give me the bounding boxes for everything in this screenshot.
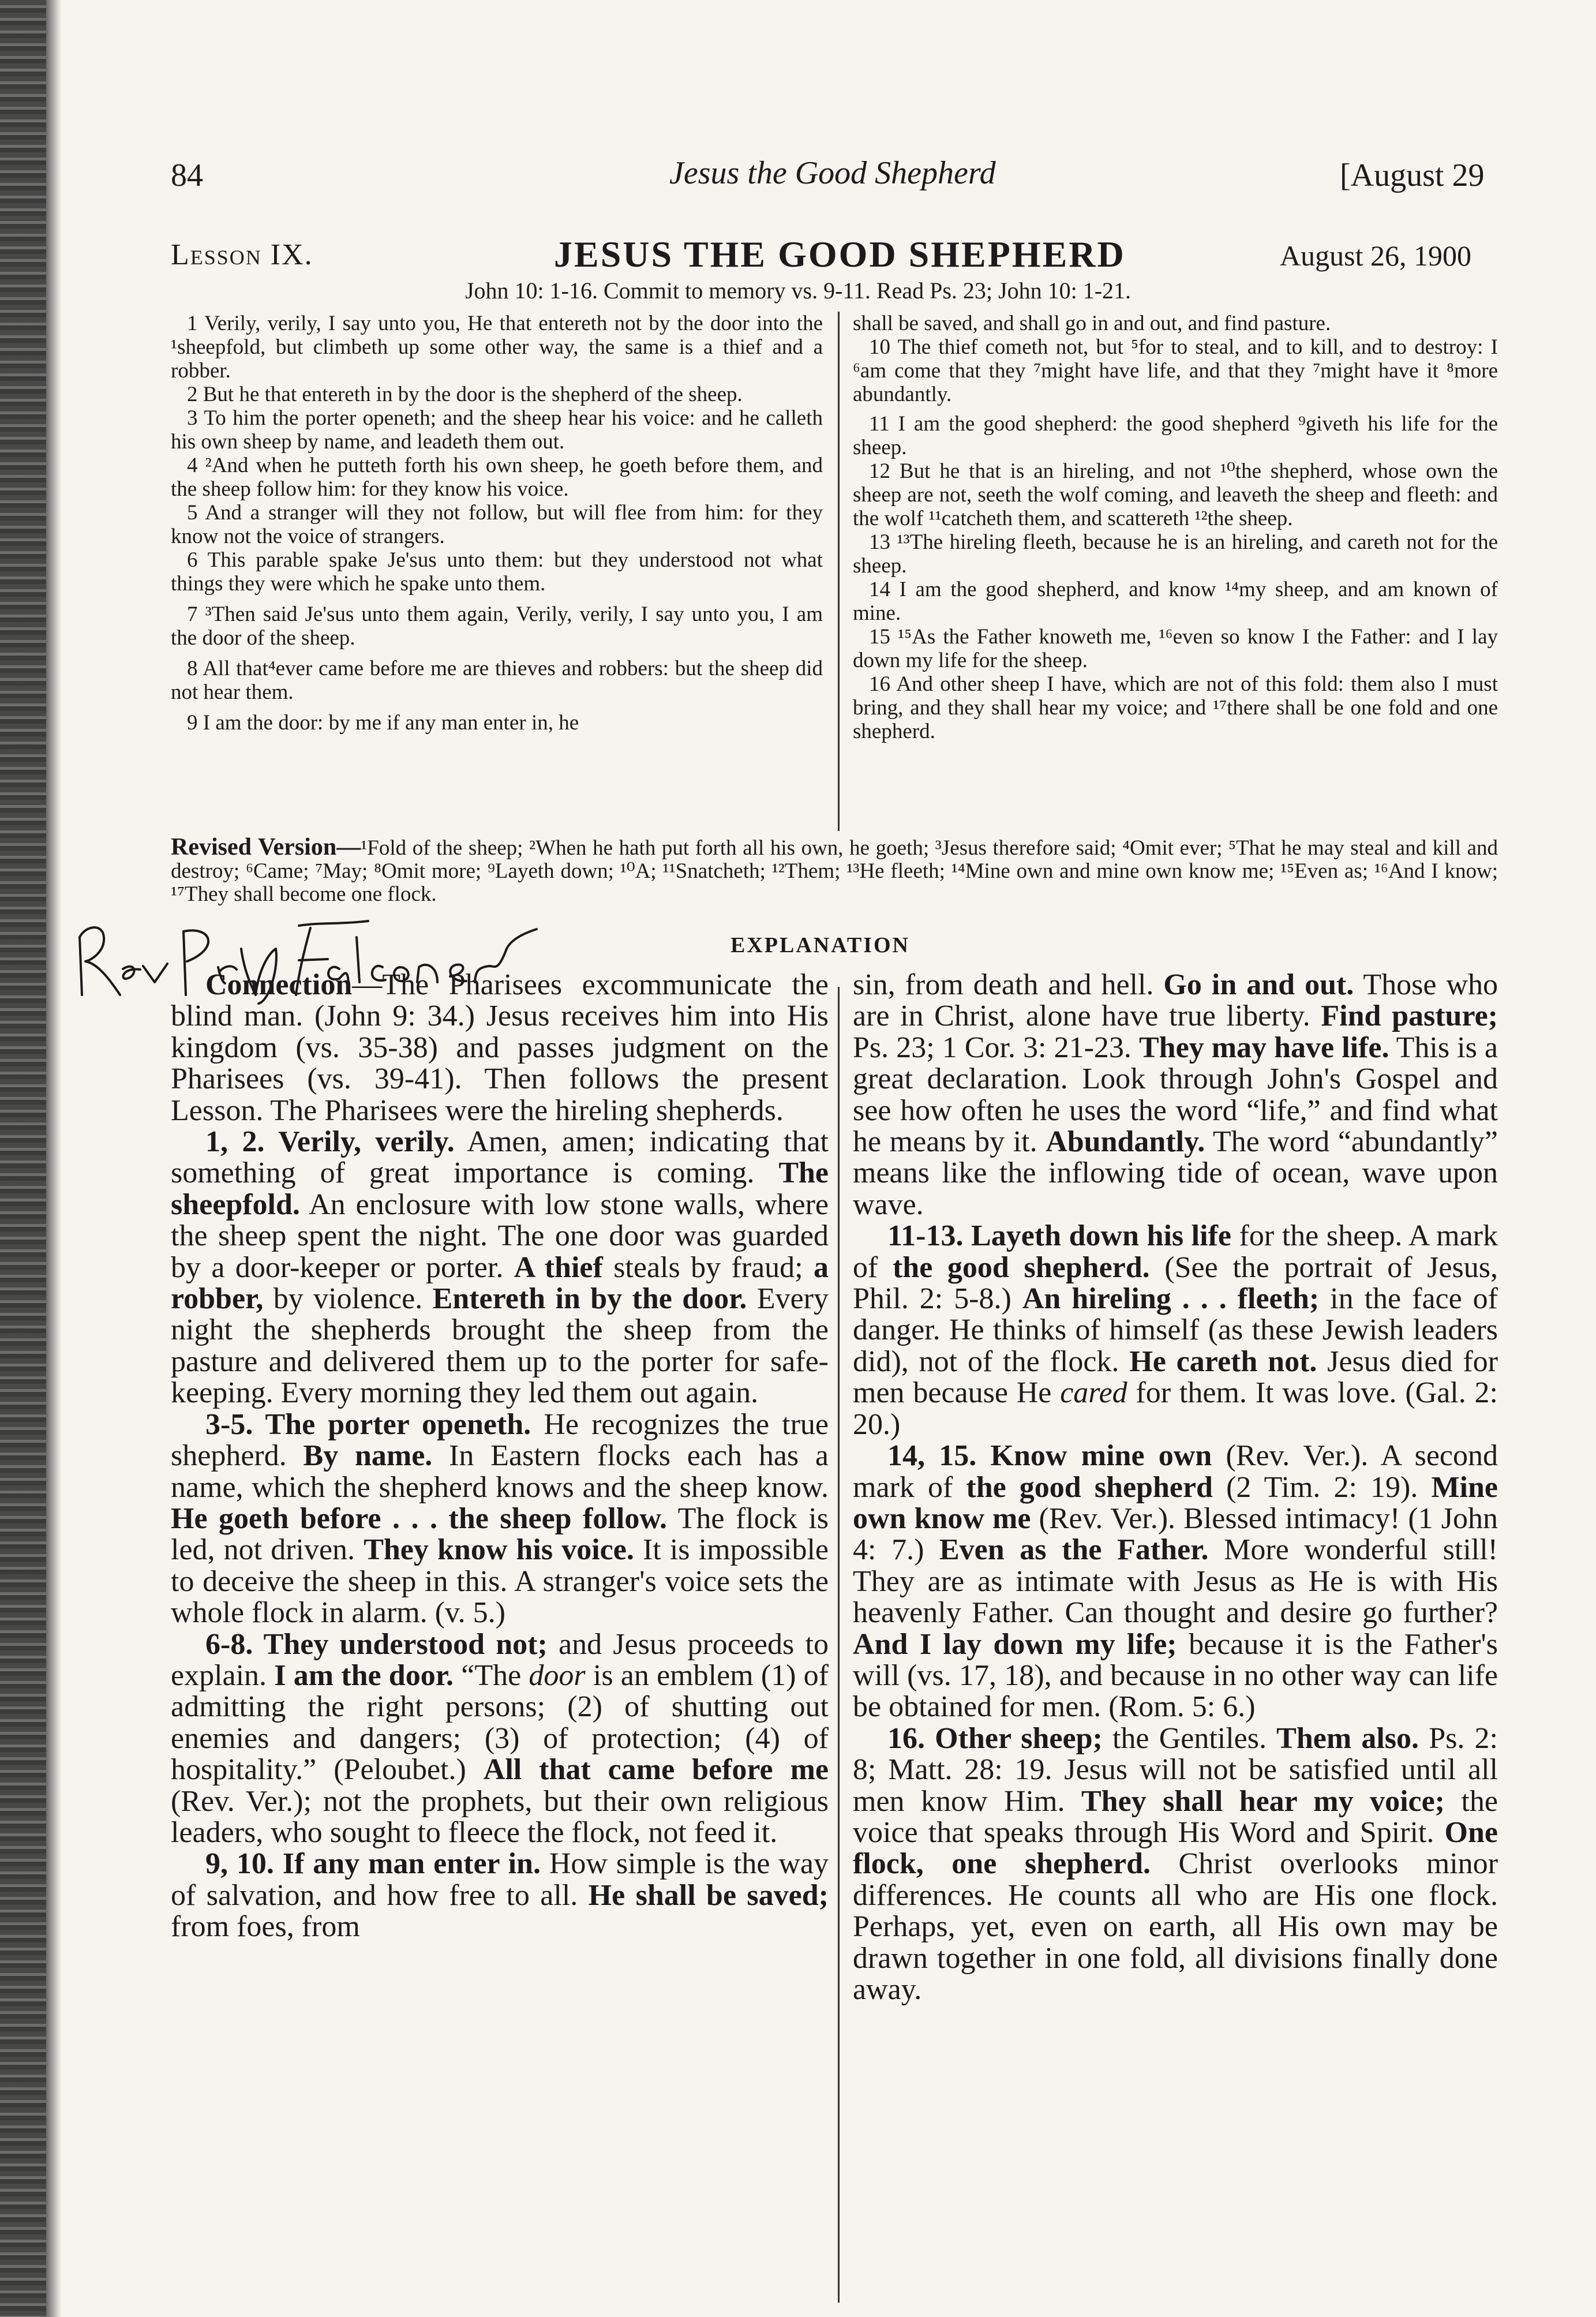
explanation-text: Amen, amen; indicating that something of great importance is coming. xyxy=(171,1125,829,1190)
explanation-text: (Rev. Ver.); not the prophets, but their own religious leaders, who sought to fleece the flock, not feed it. xyxy=(171,1784,829,1849)
explanation-paragraph xyxy=(171,970,829,1126)
explanation-text: Every night the shepherds brought the sheep from the pasture and delivered them up to the porter for safe-keeping. Every morning they led them out again. xyxy=(171,1282,829,1410)
bold-term: 3-5. The porter openeth. xyxy=(205,1408,531,1441)
scripture-left-column xyxy=(171,312,823,735)
verse: 4 ²And when he putteth forth his own sheep, he goeth before them, and the sheep follow him: for they know his voice. xyxy=(171,454,823,501)
explanation-text: door xyxy=(529,1659,586,1692)
bold-term: He careth not. xyxy=(1129,1345,1317,1378)
explanation-text: Jesus died for men because He xyxy=(853,1345,1498,1410)
explanation-text: This is a great declaration. Look through John's Gospel and see how often he uses the word “life,” and find what he means by it. xyxy=(853,1031,1498,1159)
explanation-paragraph xyxy=(171,1848,829,1942)
explanation-text: the voice that speaks through His Word and Spirit. xyxy=(853,1784,1498,1849)
explanation-text: It is impossible to deceive the sheep in this. A stranger's voice sets the whole flock in alarm. (v. 5.) xyxy=(171,1533,829,1630)
explanation-paragraph xyxy=(171,1126,829,1409)
explanation-text: the Gentiles. xyxy=(1102,1721,1277,1755)
column-divider xyxy=(838,987,840,2303)
bold-term: 16. Other sheep; xyxy=(887,1721,1103,1755)
bold-term: Abundantly. xyxy=(1046,1125,1205,1159)
page-number: 84 xyxy=(171,158,203,193)
explanation-text: for them. It was love. (Gal. 2: 20.) xyxy=(853,1376,1498,1441)
explanation-text: Ps. 2: 8; Matt. 28: 19. Jesus will not be satisfied until all men know Him. xyxy=(853,1721,1498,1818)
running-title: Jesus the Good Shepherd xyxy=(669,155,996,191)
bold-term: A thief xyxy=(514,1251,603,1284)
explanation-text: from foes, from xyxy=(171,1910,360,1944)
explanation-text: (See the portrait of Jesus, Phil. 2: 5-8.) xyxy=(853,1251,1498,1316)
bold-term: They shall hear my voice; xyxy=(1081,1784,1445,1818)
bold-term: Find pasture; xyxy=(1321,1000,1498,1033)
lesson-number: Lesson IX. xyxy=(171,238,313,271)
bold-term: Go in and out. xyxy=(1163,968,1354,1001)
explanation-text: cared xyxy=(1060,1376,1127,1410)
bold-term: They know his voice. xyxy=(364,1533,634,1567)
verse: 7 ³Then said Je'sus unto them again, Verily, verily, I say unto you, I am the door of the sheep. xyxy=(171,602,823,650)
lesson-date: August 26, 1900 xyxy=(1280,239,1471,272)
bold-term: I am the door. xyxy=(274,1659,454,1692)
verse: 1 Verily, verily, I say unto you, He that entereth not by the door into the ¹sheepfold, but climbeth up some other way, the same is a thief and a robber. xyxy=(171,312,823,383)
explanation-text: (Rev. Ver.). Blessed intimacy! (1 John 4: 7.) xyxy=(853,1502,1498,1567)
verse: 2 But he that entereth in by the door is the shepherd of the sheep. xyxy=(187,383,743,406)
explanation-text: is an emblem (1) of admitting the right persons; (2) of shutting out enemies and dangers; (3) of protection; (4) of hospitality.” (Peloubet.) xyxy=(171,1659,829,1787)
revised-version-notes xyxy=(171,836,1498,906)
explanation-paragraph xyxy=(171,1409,829,1629)
verse: 10 The thief cometh not, but ⁵for to steal, and to kill, and to destroy: I ⁶am come that they ⁷might have life, and that they ⁷might have it ⁸more abundantly. xyxy=(853,335,1498,406)
bold-term: Even as the Father. xyxy=(939,1533,1209,1567)
lesson-title: JESUS THE GOOD SHEPHERD xyxy=(554,234,1126,275)
verse: 9 I am the door: by me if any man enter in, he xyxy=(187,711,579,735)
bold-term: An hireling . . . fleeth; xyxy=(1022,1282,1320,1316)
bold-term: And I lay down my life; xyxy=(853,1627,1177,1661)
explanation-text: (2 Tim. 2: 19). xyxy=(1212,1470,1432,1504)
explanation-text: and Jesus proceeds to explain. xyxy=(171,1627,829,1692)
bold-term: They may have life. xyxy=(1138,1031,1389,1064)
explanation-text: “The xyxy=(454,1659,529,1692)
explanation-text: Christ overlooks minor differences. He counts all who are His one flock. Perhaps, yet, even on earth, all His own may be drawn together in one fold, all divisions finally done away. xyxy=(853,1847,1498,2006)
verse: 12 But he that is an hireling, and not ¹⁰the shepherd, whose own the sheep are not, seeth the wolf coming, and leaveth the sheep and fleeth: and the wolf ¹¹catcheth them, and scattereth ¹²the sheep. xyxy=(853,459,1498,530)
explanation-text: by violence. xyxy=(263,1282,433,1316)
explanation-text: In Eastern flocks each has a name, which the shepherd knows and the sheep know. xyxy=(171,1439,829,1504)
verse: 13 ¹³The hireling fleeth, because he is an hireling, and careth not for the sheep. xyxy=(853,530,1498,578)
book-binding-edge xyxy=(0,0,46,2317)
explanation-paragraph xyxy=(853,970,1498,1221)
verse: 5 And a stranger will they not follow, but will flee from him: for they know not the voice of strangers. xyxy=(171,501,823,548)
bold-term: 9, 10. If any man enter in. xyxy=(205,1847,541,1881)
bold-term: The sheepfold. xyxy=(171,1156,829,1221)
explanation-text: Ps. 23; 1 Cor. 3: 21-23. xyxy=(853,1031,1139,1064)
explanation-text: (Rev. Ver.). A second mark of xyxy=(853,1439,1498,1504)
bold-term: the good shepherd. xyxy=(892,1251,1150,1284)
explanation-text: sin, from death and hell. xyxy=(853,968,1164,1001)
revised-version-label: Revised Version— xyxy=(171,834,361,860)
bold-term: He goeth before . . . the sheep follow. xyxy=(171,1502,667,1535)
revised-version-text: ¹Fold of the sheep; ²When he hath put forth all his own, he goeth; ³Jesus therefore said; ⁴Omit ever; ⁵That he may steal and kill and destroy; ⁶Came; ⁷May; ⁸Omit more; ⁹Layeth down; ¹⁰A; ¹¹Snatcheth; ¹²Them; ¹³He fleeth; ¹⁴Mine own and mine own know me; ¹⁵Even as; ¹⁶And I know; ¹⁷They shall become one flock. xyxy=(171,836,1498,906)
bold-term: Mine own know me xyxy=(853,1470,1498,1535)
bold-term: 11-13. Layeth down his life xyxy=(887,1219,1231,1253)
verse: 14 I am the good shepherd, and know ¹⁴my sheep, and am known of mine. xyxy=(853,578,1498,625)
explanation-paragraph xyxy=(853,1440,1498,1723)
bold-term: 1, 2. Verily, verily. xyxy=(205,1125,455,1159)
bold-term: the good shepherd xyxy=(966,1470,1213,1504)
bold-term: Entereth in by the door. xyxy=(432,1282,747,1316)
running-date: [August 29 xyxy=(1340,158,1485,193)
explanation-text: How simple is the way of salvation, and how free to all. xyxy=(171,1847,829,1912)
explanation-text: He recognizes the true shepherd. xyxy=(171,1408,829,1473)
explanation-left-column xyxy=(171,970,829,1943)
bold-term: All that came before me xyxy=(483,1753,829,1787)
bold-term: One flock, one shepherd. xyxy=(853,1816,1498,1881)
column-divider xyxy=(838,312,840,831)
verse: 6 This parable spake Je'sus unto them: but they understood not what things they were which he spake unto them. xyxy=(171,548,823,596)
bold-term: 14, 15. Know mine own xyxy=(887,1439,1212,1473)
explanation-text: steals by fraud; xyxy=(602,1251,814,1284)
verse: 16 And other sheep I have, which are not of this fold: them also I must bring, and they shall hear my voice; and ¹⁷there shall be one fold and one shepherd. xyxy=(853,672,1498,743)
explanation-paragraph xyxy=(171,1629,829,1849)
explanation-text: because it is the Father's will (vs. 17, 18), and because in no other way can life be obtained for men. (Rom. 5: 6.) xyxy=(853,1627,1498,1724)
verse: 11 I am the good shepherd: the good shepherd ⁹giveth his life for the sheep. xyxy=(853,412,1498,459)
explanation-paragraph xyxy=(853,1221,1498,1440)
explanation-text: The flock is led, not driven. xyxy=(171,1502,829,1567)
explanation-text: More wonderful still! They are as intimate with Jesus as He is with His heavenly Father. Can thought and desire go further? xyxy=(853,1533,1498,1630)
explanation-text: Those who are in Christ, alone have true liberty. xyxy=(853,968,1498,1033)
scripture-right-column xyxy=(853,312,1498,743)
verse: 8 All that⁴ever came before me are thieves and robbers: but the sheep did not hear them. xyxy=(171,657,823,704)
bold-term: Connection xyxy=(205,968,353,1001)
scripture-reference: John 10: 1-16. Commit to memory vs. 9-11. Read Ps. 23; John 10: 1-21. xyxy=(464,278,1132,304)
verse: shall be saved, and shall go in and out, and find pasture. xyxy=(853,312,1331,335)
explanation-text: in the face of danger. He thinks of himself (as these Jewish leaders did), not of the flock. xyxy=(853,1282,1498,1378)
bold-term: a robber, xyxy=(171,1251,829,1316)
explanation-text: An enclosure with low stone walls, where the sheep spent the night. The one door was guarded by a door-keeper or porter. xyxy=(171,1188,829,1284)
explanation-heading: EXPLANATION xyxy=(730,933,910,957)
bold-term: Them also. xyxy=(1276,1721,1419,1755)
explanation-text: —The Pharisees excommunicate the blind man. (John 9: 34.) Jesus receives him into His kingdom (vs. 35-38) and passes judgment on the Pharisees (vs. 39-41). Then follows the present Lesson. The Pharisees were the hireling shepherds. xyxy=(171,968,829,1127)
explanation-paragraph xyxy=(853,1723,1498,2006)
binding-shadow xyxy=(46,0,61,2317)
verse: 15 ¹⁵As the Father knoweth me, ¹⁶even so know I the Father: and I lay down my life for the sheep. xyxy=(853,625,1498,672)
verse: 3 To him the porter openeth; and the sheep hear his voice: and he calleth his own sheep by name, and leadeth them out. xyxy=(171,406,823,454)
signature-text: Rev Prof Falconer xyxy=(68,914,73,915)
explanation-right-column xyxy=(853,970,1498,2005)
bold-term: 6-8. They understood not; xyxy=(205,1627,548,1661)
explanation-text: The word “abundantly” means like the inflowing tide of ocean, wave upon wave. xyxy=(853,1125,1498,1221)
bold-term: He shall be saved; xyxy=(588,1878,829,1912)
explanation-text: for the sheep. A mark of xyxy=(853,1219,1498,1284)
bold-term: By name. xyxy=(303,1439,433,1473)
